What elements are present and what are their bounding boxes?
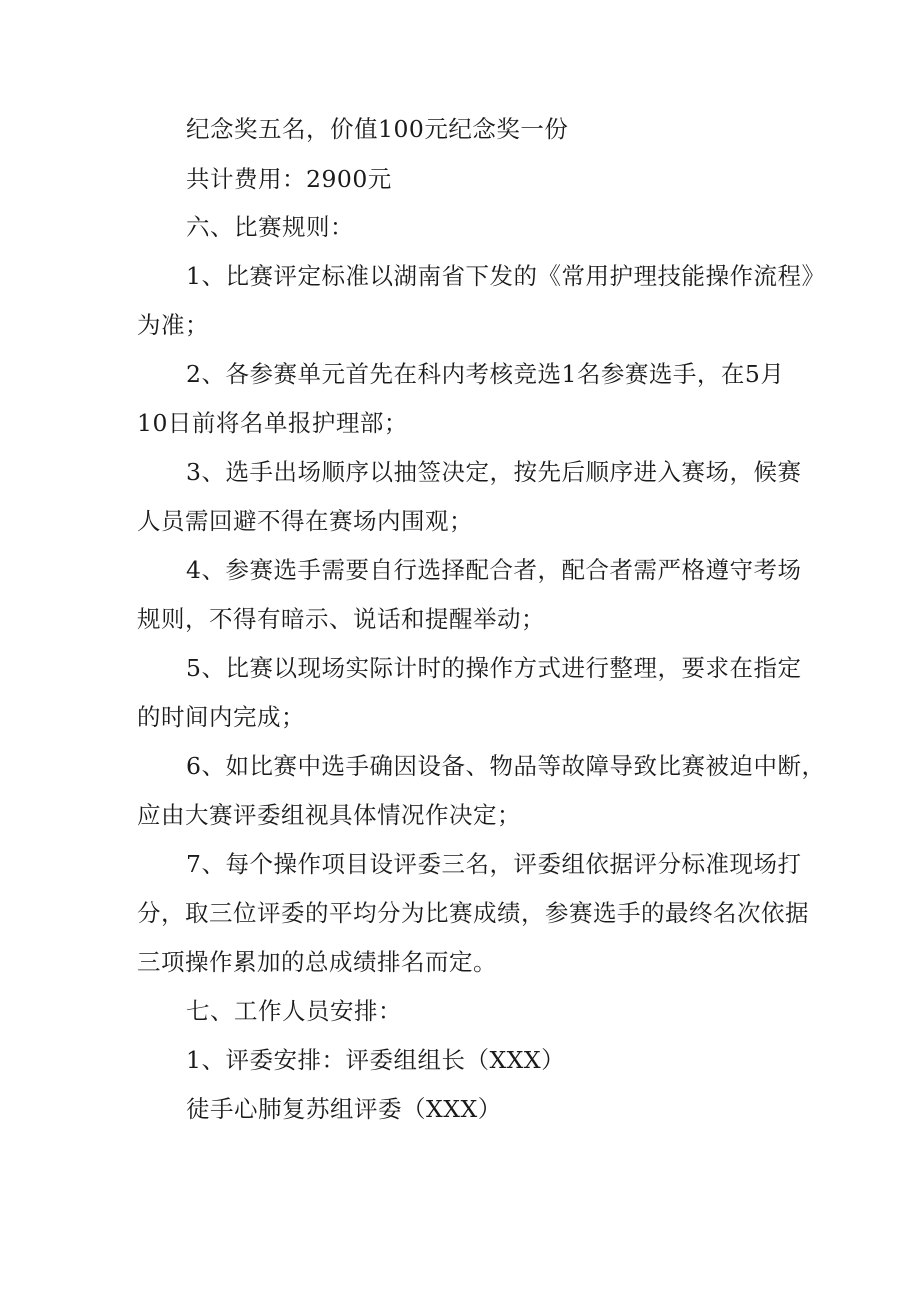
rule-7-line-2: 分，取三位评委的平均分为比赛成绩，参赛选手的最终名次依据 [137,899,809,927]
rule-2-line-2: 10日前将名单报护理部； [137,409,408,437]
rule-7-line-3: 三项操作累加的总成绩排名而定。 [137,948,497,976]
rule-6-line-1: 6、如比赛中选手确因设备、物品等故障导致比赛被迫中断， [186,752,826,780]
rule-4-line-2: 规则，不得有暗示、说话和提醒举动； [137,605,545,633]
rule-7-line-1: 7、每个操作项目设评委三名，评委组依据评分标准现场打 [186,850,802,878]
section-heading-rules: 六、比赛规则： [186,213,354,241]
rule-1-line-1: 1、比赛评定标准以湖南省下发的《常用护理技能操作流程》 [186,262,826,290]
rule-3-line-2: 人员需回避不得在赛场内围观； [137,507,473,535]
text-line-2: 共计费用：2900元 [186,165,392,193]
staff-line-2: 徒手心肺复苏组评委（XXX） [186,1095,502,1123]
rule-2-line-1: 2、各参赛单元首先在科内考核竞选1名参赛选手，在5月 [186,360,785,388]
rule-5-line-1: 5、比赛以现场实际计时的操作方式进行整理，要求在指定 [186,654,802,682]
staff-line-1: 1、评委安排：评委组组长（XXX） [186,1046,566,1074]
rule-4-line-1: 4、参赛选手需要自行选择配合者，配合者需严格遵守考场 [186,556,802,584]
section-heading-staff: 七、工作人员安排： [186,997,402,1025]
rule-6-line-2: 应由大赛评委组视具体情况作决定； [137,801,521,829]
rule-3-line-1: 3、选手出场顺序以抽签决定，按先后顺序进入赛场，候赛 [186,458,802,486]
text-line-1: 纪念奖五名，价值100元纪念奖一份 [186,115,569,143]
rule-5-line-2: 的时间内完成； [137,703,305,731]
rule-1-line-2: 为准； [137,311,209,339]
